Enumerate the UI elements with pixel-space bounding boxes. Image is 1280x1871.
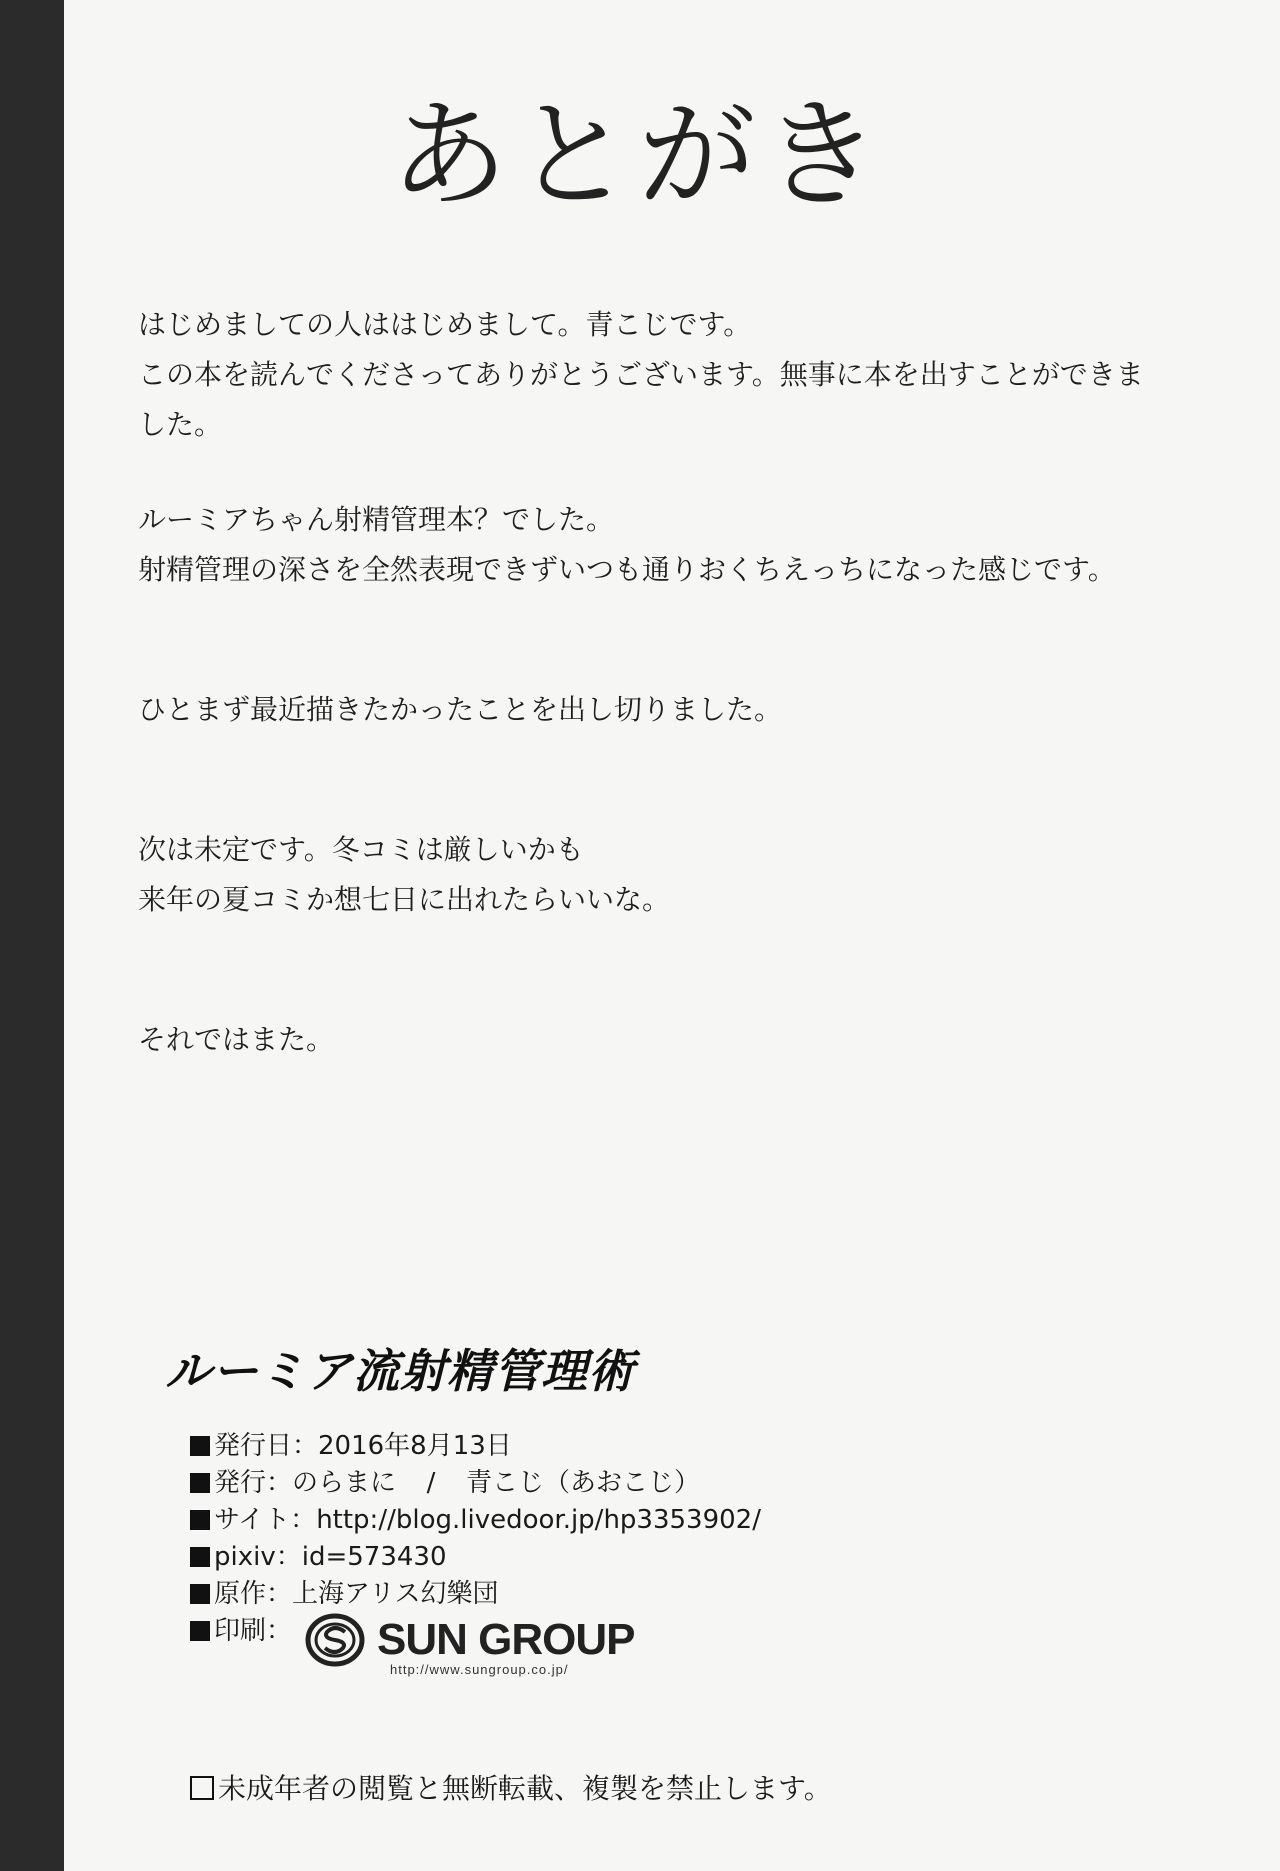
printer-logo xyxy=(305,1610,634,1670)
text-line: はじめましての人ははじめまして。青こじです。 xyxy=(138,308,752,341)
paragraph-closing xyxy=(138,1015,1248,1065)
colophon-publisher-row xyxy=(190,1465,761,1502)
black-square-bullet-icon xyxy=(190,1510,210,1530)
empty-square-icon xyxy=(190,1776,214,1800)
book-title: ルーミア流射精管理術 xyxy=(165,1344,635,1398)
black-square-bullet-icon xyxy=(190,1436,210,1456)
site-label: サイト： xyxy=(214,1505,317,1535)
black-square-bullet-icon xyxy=(190,1547,210,1567)
afterword-body xyxy=(138,300,1248,1065)
black-square-bullet-icon xyxy=(190,1584,210,1604)
paragraph-book-topic xyxy=(138,495,1248,595)
text-line: それではまた。 xyxy=(138,1023,335,1056)
text-line: した。 xyxy=(138,408,223,441)
paragraph-greeting xyxy=(138,300,1248,450)
notice-text: 未成年者の閲覧と無断転載、複製を禁止します。 xyxy=(218,1772,832,1805)
colophon-site-row xyxy=(190,1502,761,1539)
original-label: 原作： xyxy=(214,1579,293,1609)
publisher-circle: のらまに xyxy=(292,1468,397,1498)
pixiv-id: id=573430 xyxy=(301,1542,447,1572)
paragraph-next xyxy=(138,825,1248,925)
print-label: 印刷： xyxy=(214,1616,293,1646)
date-label: 発行日： xyxy=(214,1431,319,1461)
original-work: 上海アリス幻樂団 xyxy=(292,1579,499,1609)
date-value: 2016年8月13日 xyxy=(318,1431,512,1461)
printer-url: http://www.sungroup.co.jp/ xyxy=(390,1662,569,1677)
text-line: ルーミアちゃん射精管理本？でした。 xyxy=(138,503,615,536)
site-url: http://blog.livedoor.jp/hp3353902/ xyxy=(316,1505,761,1535)
text-line: ひとまず最近描きたかったことを出し切りました。 xyxy=(138,693,783,726)
afterword-heading: あとがき xyxy=(390,86,887,224)
sun-group-logo-icon xyxy=(305,1610,365,1670)
text-line: 来年の夏コミか想七日に出れたらいいな。 xyxy=(138,883,671,916)
text-line: 次は未定です。冬コミは厳しいかも xyxy=(138,833,584,866)
text-line: 射精管理の深さを全然表現できずいつも通りおくちえっちになった感じです。 xyxy=(138,553,1116,586)
publisher-label: 発行： xyxy=(214,1468,293,1498)
paragraph-summary xyxy=(138,685,1248,735)
age-restriction-notice xyxy=(190,1767,832,1807)
colophon-original-row xyxy=(190,1576,761,1613)
publisher-separator: / xyxy=(426,1468,436,1498)
book-spine-edge xyxy=(0,0,64,1871)
black-square-bullet-icon xyxy=(190,1621,210,1641)
publisher-author: 青こじ（あおこじ） xyxy=(466,1468,701,1498)
black-square-bullet-icon xyxy=(190,1473,210,1493)
text-line: この本を読んでくださってありがとうございます。無事に本を出すことができま xyxy=(138,358,1144,391)
printer-name: SUN GROUP xyxy=(377,1615,635,1664)
colophon-date-row xyxy=(190,1428,761,1465)
pixiv-label: pixiv： xyxy=(214,1542,302,1572)
colophon-pixiv-row xyxy=(190,1539,761,1576)
